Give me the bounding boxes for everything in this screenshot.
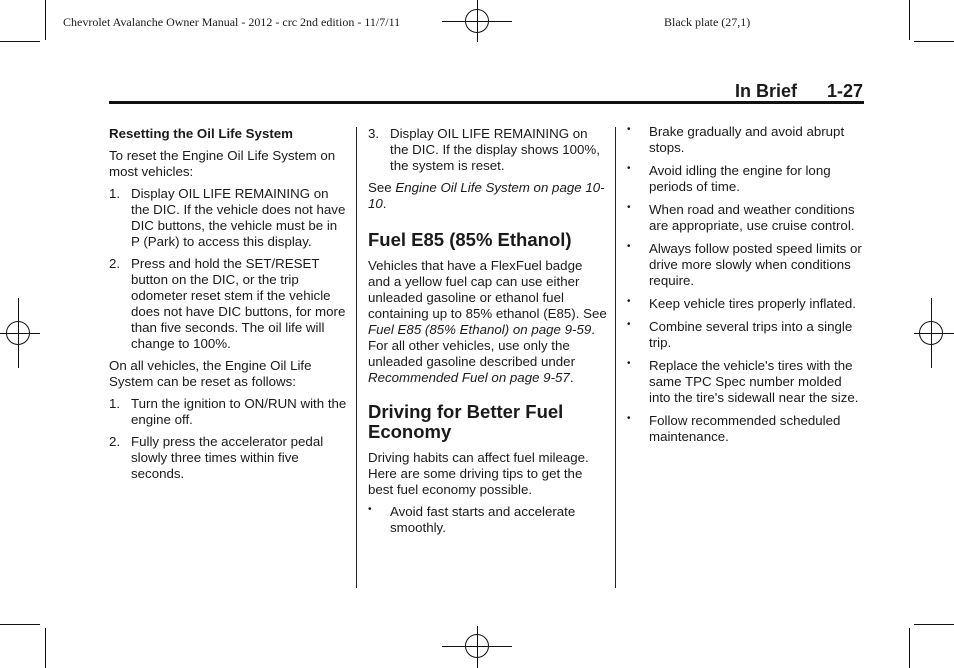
bullet-text: Replace the vehicle's tires with the same TPC Spec number molded into the tire's sidewall near the size. (649, 358, 859, 405)
step-text: Press and hold the SET/RESET button on the DIC, or the trip odometer reset stem if the vehicle does not have DIC buttons, for more than five seconds. The oil life will change to 100%. (131, 256, 346, 351)
see-reference: See Engine Oil Life System on page 10-10. (368, 180, 605, 211)
crop-mark (914, 41, 954, 42)
heading-driving-fuel-economy: Driving for Better Fuel Economy (368, 401, 564, 442)
crop-mark (914, 624, 954, 625)
slug-left: Chevrolet Avalanche Owner Manual - 2012 - crc 2nd edition - 11/7/11 (63, 15, 401, 29)
list-item (627, 296, 863, 312)
column-2 (368, 126, 608, 543)
bullet-text: Combine several trips into a single trip. (649, 319, 853, 350)
bullet-icon: • (627, 241, 631, 252)
step-number: 1. (109, 186, 121, 201)
list-item (627, 124, 863, 156)
bullet-icon: • (627, 202, 631, 213)
crop-mark (909, 0, 910, 40)
paragraph-driving-intro: Driving habits can affect fuel mileage. Here are some driving tips to get the best fuel economy possible. (368, 450, 589, 497)
list-item (109, 396, 347, 428)
list-item (627, 163, 863, 195)
cross-reference-link[interactable]: Recommended Fuel on page 9-57 (368, 370, 570, 385)
subhead-reset-oil-life: Resetting the Oil Life System (109, 126, 293, 141)
step-text: Fully press the accelerator pedal slowly three times within five seconds. (131, 434, 324, 481)
bullet-icon: • (627, 163, 631, 174)
heading-fuel-e85: Fuel E85 (85% Ethanol) (368, 229, 572, 250)
crop-mark (909, 628, 910, 668)
paragraph-fuel: Vehicles that have a FlexFuel badge and a yellow fuel cap can use either unleaded gasoline or ethanol fuel containing up to 85% ethanol (E85). See Fuel E85 (85% Ethanol) on page 9-59. For all other vehicles, use only the unleaded gasoline described under Recommended Fuel on page 9-57. (368, 258, 607, 385)
bullet-text: When road and weather conditions are appropriate, use cruise control. (649, 202, 855, 233)
running-head (700, 81, 863, 102)
step-number: 1. (109, 396, 121, 411)
step-number: 2. (109, 434, 121, 449)
crop-mark (45, 628, 46, 668)
list-item (368, 504, 608, 536)
bullet-text: Brake gradually and avoid abrupt stops. (649, 124, 845, 155)
bullet-text: Always follow posted speed limits or drive more slowly when conditions require. (649, 241, 862, 288)
bullet-icon: • (368, 504, 372, 515)
cross-reference-link[interactable]: Engine Oil Life System on page 10-10 (368, 180, 605, 211)
column-divider (615, 127, 616, 588)
step-text: Display OIL LIFE REMAINING on the DIC. If the vehicle does not have DIC buttons, the vehicle must be in P (Park) to access this display. (131, 186, 346, 249)
list-item (368, 126, 608, 174)
list-item (627, 202, 863, 234)
slug-right: Black plate (27,1) (664, 15, 751, 29)
bullet-icon: • (627, 319, 631, 330)
list-item (627, 358, 863, 406)
bullet-text: Keep vehicle tires properly inflated. (649, 296, 856, 311)
bullet-text: Avoid fast starts and accelerate smoothly. (390, 504, 576, 535)
bullet-text: Avoid idling the engine for long periods of time. (649, 163, 831, 194)
step-number: 2. (109, 256, 121, 271)
column-divider (356, 127, 357, 588)
list-item (627, 319, 863, 351)
list-item (109, 256, 347, 352)
list-item (627, 241, 863, 289)
paragraph-intro: To reset the Engine Oil Life System on most vehicles: (109, 148, 336, 179)
step-text: Display OIL LIFE REMAINING on the DIC. If the display shows 100%, the system is reset. (390, 126, 600, 173)
bullet-text: Follow recommended scheduled maintenance. (649, 413, 841, 444)
crop-mark (45, 0, 46, 40)
column-1 (109, 126, 347, 488)
section-title: In Brief (734, 81, 797, 101)
paragraph-alt: On all vehicles, the Engine Oil Life System can be reset as follows: (109, 358, 312, 389)
bullet-icon: • (627, 124, 631, 135)
cross-reference-link[interactable]: Fuel E85 (85% Ethanol) on page 9-59 (368, 322, 592, 337)
step-number: 3. (368, 126, 380, 141)
step-text: Turn the ignition to ON/RUN with the engine off. (131, 396, 347, 427)
list-item (109, 434, 347, 482)
bullet-icon: • (627, 296, 631, 307)
page-number: 1-27 (826, 81, 863, 101)
crop-mark (0, 41, 40, 42)
column-3 (627, 124, 863, 452)
bullet-icon: • (627, 413, 631, 424)
bullet-icon: • (627, 358, 631, 369)
crop-mark (0, 624, 40, 625)
header-rule (109, 101, 864, 104)
list-item (109, 186, 347, 250)
list-item (627, 413, 863, 445)
